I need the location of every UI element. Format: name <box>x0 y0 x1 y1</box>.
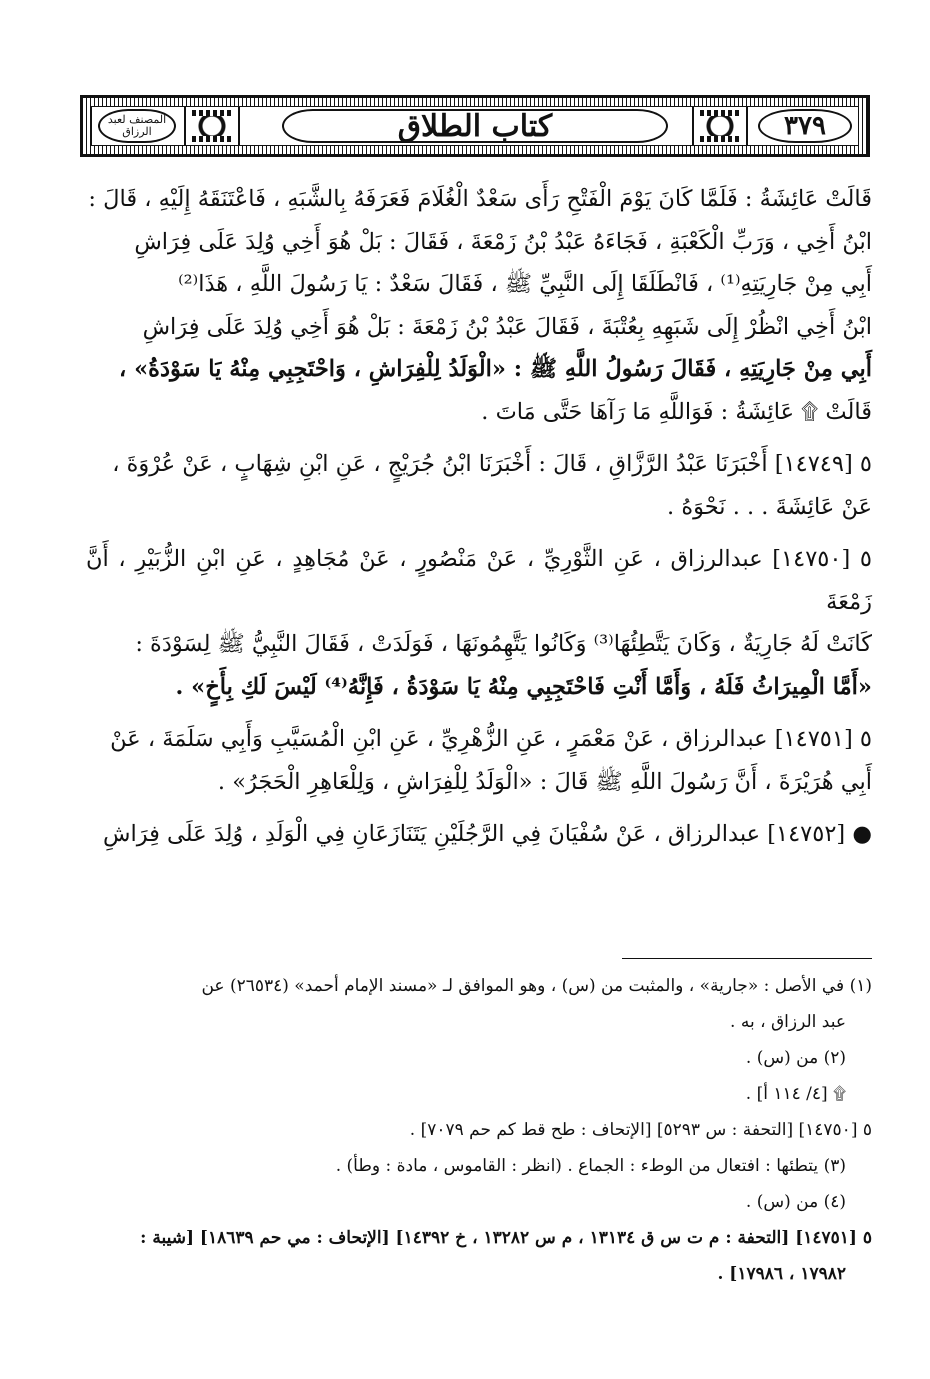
text-line: عَنْ عَائِشَةَ . . . نَحْوَهُ . <box>667 493 872 520</box>
header-frame <box>91 106 859 146</box>
hadith-paragraph <box>86 718 872 803</box>
footnotes <box>86 968 872 1292</box>
footnote-separator <box>622 958 872 959</box>
footnote-line: (٢) من (س) . <box>745 1048 846 1068</box>
ornament-right <box>692 107 748 145</box>
text-line: قَالَتْ ۩ عَائِشَةُ : فَوَاللَّهِ مَا رَآهَا حَتَّى مَاتَ . <box>481 398 872 425</box>
text-line: ٥ [١٤٧٥٠] عبدالرزاق ، عَنِ الثَّوْرِيِّ ، عَنْ مَنْصُورٍ ، عَنْ مُجَاهِدٍ ، عَنِ ابْنِ الزُّبَيْرِ ، أَنَّ زَمْعَةَ <box>86 546 872 615</box>
hadith-paragraph <box>86 813 872 856</box>
text-line: كَانَتْ لَهُ جَارِيَةٌ ، وَكَانَ يَتَّطِئُهَا⁽³⁾ وَكَانُوا يَتَّهِمُونَهَا ، فَوَلَدَتْ ، فَقَالَ النَّبِيُّ ﷺ لِسَوْدَةَ : <box>135 631 872 657</box>
text-line: أَبِي هُرَيْرَةَ ، أَنَّ رَسُولَ اللَّهِ ﷺ قَالَ : «الْوَلَدُ لِلْفِرَاشِ ، وَلِلْعَاهِرِ الْحَجَرُ» . <box>217 768 872 795</box>
text-line: ٥ [١٤٧٥١] عبدالرزاق ، عَنْ مَعْمَرٍ ، عَنِ الزُّهْرِيِّ ، عَنِ ابْنِ الْمُسَيَّبِ وَأَبِي سَلَمَةَ ، عَنْ <box>110 726 872 752</box>
page-header <box>80 95 870 157</box>
text-line: أَبِي مِنْ جَارِيَتِهِ⁽¹⁾ ، فَانْطَلَقَا إِلَى النَّبِيِّ ﷺ ، فَقَالَ سَعْدٌ : يَا رَسُولَ اللَّهِ ، هَذَا⁽²⁾ <box>178 271 872 297</box>
text-line: «أَمَّا الْمِيرَاثُ فَلَهُ ، وَأَمَّا أَنْتِ فَاحْتَجِبِي مِنْهُ يَا سَوْدَةُ ، فَإِنَّهُ⁽⁴⁾ لَيْسَ لَكِ بِأَخٍ» . <box>175 673 872 700</box>
text-line: ● [١٤٧٥٢] عبدالرزاق ، عَنْ سُفْيَانَ فِي الرَّجُلَيْنِ يَتَنَازَعَانِ فِي الْوَلَدِ ، وُلِدَ عَلَى فِرَاشِ <box>103 821 872 847</box>
text-line: ٥ [١٤٧٤٩] أَخْبَرَنَا عَبْدُ الرَّزَّاقِ ، قَالَ : أَخْبَرَنَا ابْنُ جُرَيْجٍ ، عَنِ ابْنِ شِهَابٍ ، عَنْ عُرْوَةَ ، <box>112 451 872 477</box>
chapter-title: كتاب الطلاق <box>282 109 668 143</box>
hadith-paragraph <box>86 178 872 433</box>
footnote-line: (١) في الأصل : «جارية» ، والمثبت من (س) ، وهو الموافق لـ «مسند الإمام أحمد» (٢٦٥٣٤) عن <box>201 976 872 996</box>
text-line: أَبِي مِنْ جَارِيَتِهِ ، فَقَالَ رَسُولُ اللَّهِ ﷺ : «الْوَلَدُ لِلْفِرَاشِ ، وَاحْتَجِبِي مِنْهُ يَا سَوْدَةُ» ، <box>119 356 872 382</box>
footnote-line: ١٧٩٨٢ ، ١٧٩٨٦] . <box>717 1264 846 1284</box>
hadith-paragraph <box>86 443 872 528</box>
footnote-line: ٥ [١٤٧٥١] [التحفة : م ت س ق ١٣١٣٤ ، م س ١٣٢٨٢ ، خ ١٤٣٩٢] [الإتحاف : مي حم ١٨٦٣٩] [شيبة : <box>140 1228 872 1248</box>
text-line: قَالَتْ عَائِشَةُ : فَلَمَّا كَانَ يَوْمَ الْفَتْحِ رَأَى سَعْدٌ الْغُلَامَ فَعَرَفَهُ بِالشَّبَهِ ، فَاعْتَنَقَهُ إِلَيْهِ ، قَالَ : <box>88 186 872 212</box>
page-number: ٣٧٩ <box>758 109 852 143</box>
footnote-line: ۩ [٤/ ١١٤ أ] . <box>745 1084 846 1104</box>
footnote-line: (٣) يتطئها : افتعال من الوطء : الجماع . (انظر : القاموس ، مادة : وطأ) . <box>335 1156 846 1176</box>
ornament-left <box>184 107 240 145</box>
main-text <box>86 178 872 866</box>
text-line: ابْنُ أَخِي انْظُرْ إِلَى شَبَهِهِ بِعُتْبَةَ ، فَقَالَ عَبْدُ بْنُ زَمْعَةَ : بَلْ هُوَ أَخِي وُلِدَ عَلَى فِرَاشِ <box>142 313 872 340</box>
text-line: ابْنُ أَخِي ، وَرَبِّ الْكَعْبَةِ ، فَجَاءَهُ عَبْدُ بْنُ زَمْعَةَ ، فَقَالَ : بَلْ هُوَ أَخِي وُلِدَ عَلَى فِرَاشِ <box>134 228 872 255</box>
footnote-line: ٥ [١٤٧٥٠] [التحفة : س ٥٢٩٣] [الإتحاف : طح قط كم حم ٧٠٧٩] . <box>409 1120 872 1140</box>
footnote-line: عبد الرزاق ، به . <box>730 1012 846 1032</box>
footnote-line: (٤) من (س) . <box>745 1192 846 1212</box>
hadith-paragraph <box>86 538 872 708</box>
book-emblem: المصنف لعبد الرزاق <box>98 109 176 143</box>
